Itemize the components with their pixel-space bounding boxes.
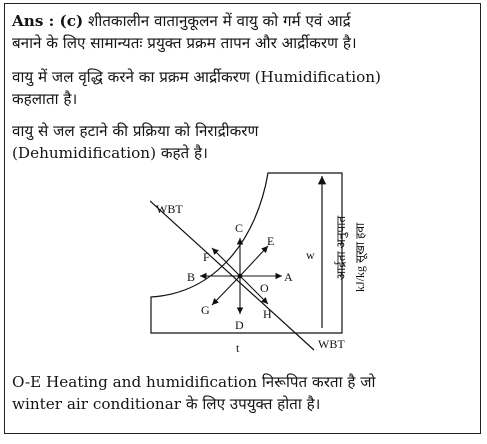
answer-paragraph: [12, 10, 476, 54]
humidification-line-1: वायु में जल वृद्धि करने का प्रक्रम आर्द्रीकरण (Humidification): [12, 68, 381, 86]
answer-label: Ans : (c): [12, 12, 84, 30]
dehumidification-line-2: (Dehumidification) कहते है।: [12, 144, 208, 162]
answer-line-2: बनाने के लिए सामान्यतः प्रयुक्त प्रक्रम तापन और आर्द्रीकरण है।: [12, 34, 357, 52]
conclusion-line-2: winter air conditionar के लिए उपयुक्त होता है।: [12, 395, 321, 413]
label-d: D: [235, 318, 244, 332]
label-a: A: [284, 270, 293, 284]
humidification-line-2: कहलाता है।: [12, 90, 78, 108]
label-t: t: [236, 341, 240, 355]
psychrometric-diagram: [150, 168, 370, 363]
dehumidification-paragraph: [12, 120, 476, 164]
label-b: B: [187, 270, 196, 284]
humidification-paragraph: [12, 66, 476, 110]
label-e: E: [267, 234, 275, 248]
label-wbt-top: WBT: [156, 202, 183, 216]
humidity-ratio-label-1: आर्द्रता अनुपात: [334, 215, 348, 280]
arrow-oe: [240, 246, 268, 276]
humidity-ratio-label-2: kJ/kg सूखा हवा: [353, 222, 367, 292]
conclusion-line-1: O-E Heating and humidification निरूपित करता है जो: [12, 373, 376, 391]
label-c: C: [235, 221, 244, 235]
label-o: O: [260, 281, 269, 295]
label-w: w: [306, 248, 315, 262]
conclusion-paragraph: [12, 371, 476, 415]
label-f: F: [203, 250, 210, 264]
answer-line-1: शीतकालीन वातानुकूलन में वायु को गर्म एवं आर्द्र: [88, 12, 351, 30]
label-wbt-bottom: WBT: [318, 337, 345, 351]
origin-point: [238, 274, 243, 279]
arrow-og: [212, 276, 240, 305]
label-g: G: [201, 303, 210, 317]
label-h: H: [263, 307, 272, 321]
dehumidification-line-1: वायु से जल हटाने की प्रक्रिया को निराद्रीकरण: [12, 122, 259, 140]
